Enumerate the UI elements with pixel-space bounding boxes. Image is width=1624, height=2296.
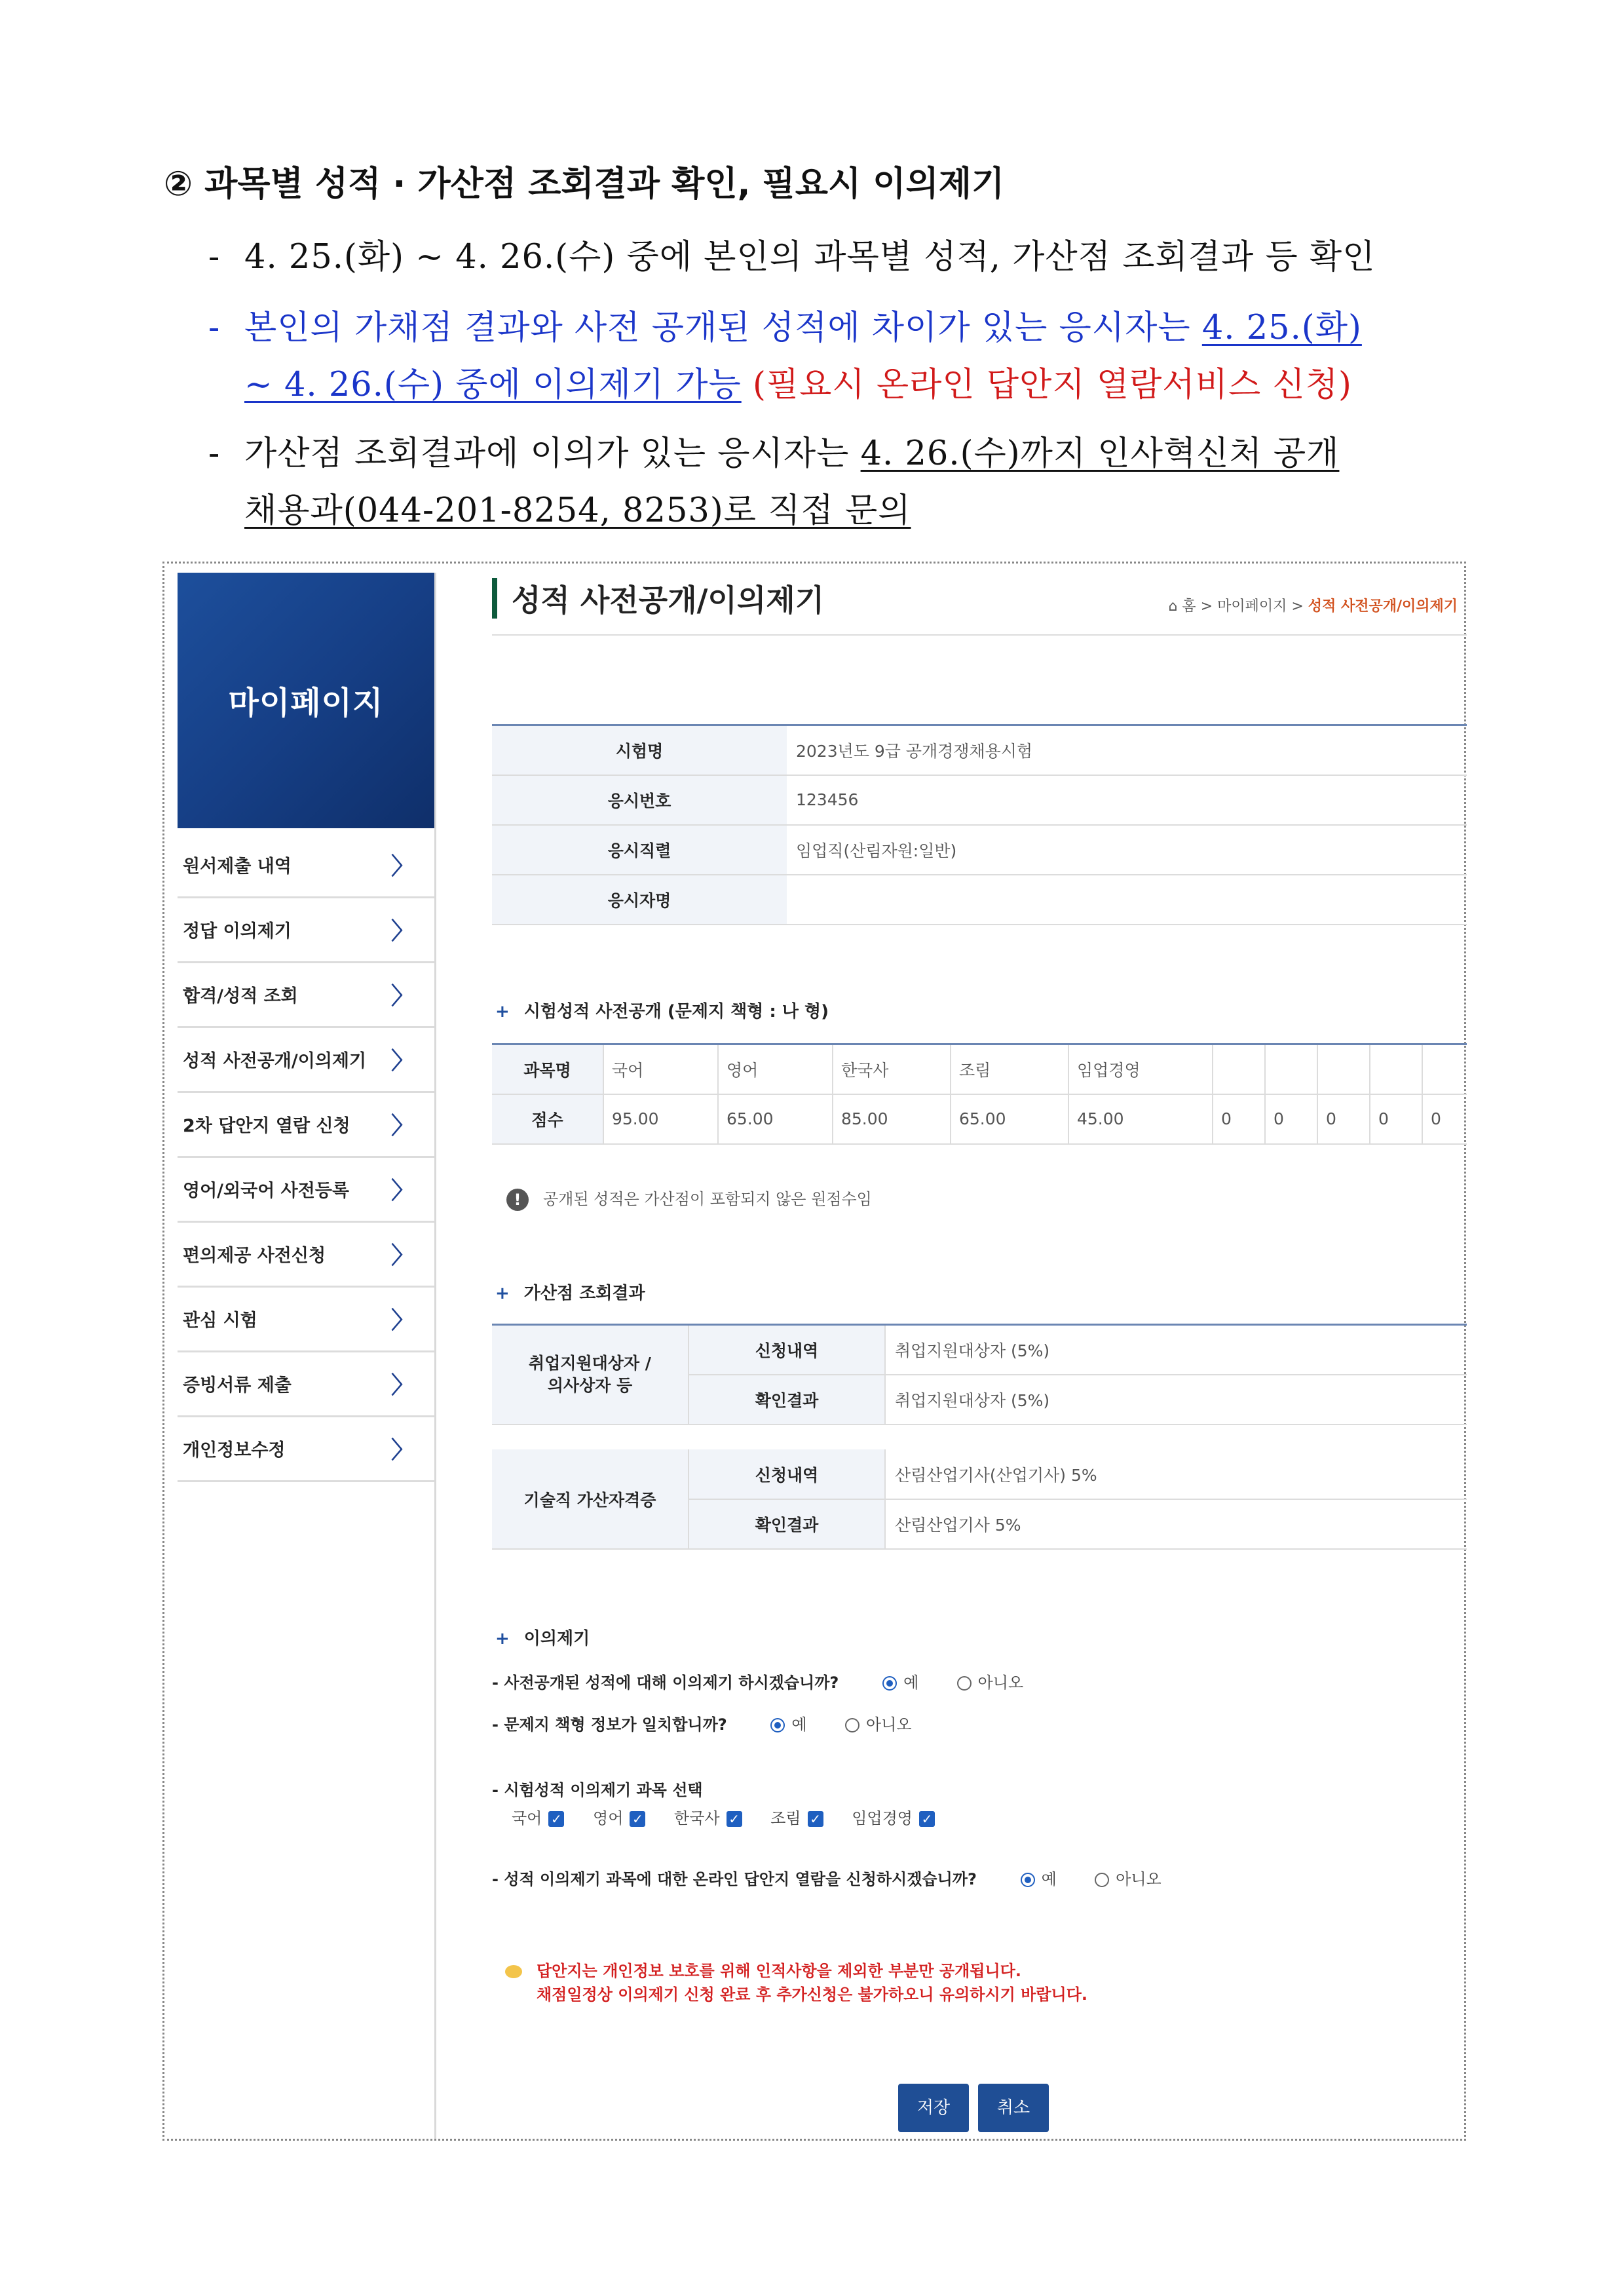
score-cell: 95.00 bbox=[603, 1094, 718, 1144]
bullet-3: - 가산점 조회결과에 이의가 있는 응시자는 4. 26.(수)까지 인사혁신처 공개 bbox=[208, 434, 1340, 473]
score-cell: 0 bbox=[1213, 1094, 1265, 1144]
warning-line-1 bbox=[505, 1959, 1087, 1983]
subject-cell: 한국사 bbox=[833, 1044, 951, 1094]
sidebar-item-label: 개인정보수정 bbox=[183, 1440, 286, 1461]
screenshot-frame bbox=[162, 562, 1466, 2141]
breadcrumb-current: 성적 사전공개/이의제기 bbox=[1308, 598, 1458, 615]
question-text: - 성적 이의제기 과목에 대한 온라인 답안지 열람을 신청하시겠습니까? bbox=[492, 1870, 977, 1888]
score-section-title bbox=[495, 998, 829, 1022]
bonus-section-title bbox=[495, 1280, 645, 1304]
mypage-banner bbox=[178, 573, 434, 828]
score-header: 점수 bbox=[492, 1094, 603, 1144]
radio-no[interactable] bbox=[957, 1676, 972, 1691]
score-cell: 65.00 bbox=[951, 1094, 1068, 1144]
table-row bbox=[492, 1094, 1467, 1144]
checkbox-label: 국어 bbox=[512, 1809, 542, 1827]
breadcrumb bbox=[1168, 595, 1458, 615]
exam-name-label: 시험명 bbox=[492, 725, 787, 775]
alert-icon: ! bbox=[506, 1189, 529, 1211]
bullet-2-note: (필요시 온라인 답안지 열람서비스 신청) bbox=[741, 366, 1352, 404]
radio-no[interactable] bbox=[845, 1718, 859, 1732]
appeal-question-4 bbox=[492, 1866, 1194, 1889]
result-label: 확인결과 bbox=[689, 1375, 885, 1425]
apply-value: 취업지원대상자 (5%) bbox=[885, 1325, 1467, 1375]
home-icon[interactable]: ⌂ bbox=[1168, 598, 1182, 615]
subject-cell bbox=[1265, 1044, 1317, 1094]
exam-series-value: 임업직(산림자원:일반) bbox=[787, 825, 1467, 875]
radio-yes-label: 예 bbox=[791, 1715, 807, 1734]
title-divider bbox=[492, 634, 1467, 636]
bonus-table-2 bbox=[492, 1449, 1467, 1550]
chevron-right-icon: 〉 bbox=[390, 1242, 415, 1269]
bonus-group-name-line2: 의사상자 등 bbox=[547, 1375, 633, 1395]
section-heading: ② 과목별 성적 · 가산점 조회결과 확인, 필요시 이의제기 bbox=[164, 164, 1005, 204]
result-label: 확인결과 bbox=[689, 1499, 885, 1549]
sidebar-menu bbox=[178, 833, 434, 1482]
chevron-right-icon: 〉 bbox=[390, 1437, 415, 1464]
applicant-name-label: 응시자명 bbox=[492, 875, 787, 925]
table-row bbox=[492, 1325, 1467, 1375]
page-title: 성적 사전공개/이의제기 bbox=[512, 583, 825, 618]
score-section-label: 시험성적 사전공개 (문제지 책형 : 나 형) bbox=[523, 1002, 829, 1022]
chevron-right-icon: 〉 bbox=[390, 1372, 415, 1399]
score-note-text: 공개된 성적은 가산점이 포함되지 않은 원점수임 bbox=[543, 1190, 872, 1208]
chevron-right-icon: 〉 bbox=[390, 853, 415, 880]
result-value: 산림산업기사 5% bbox=[885, 1499, 1467, 1549]
subject-cell: 영어 bbox=[718, 1044, 833, 1094]
sidebar-item-application-history[interactable] bbox=[178, 833, 434, 898]
apply-label: 신청내역 bbox=[689, 1325, 885, 1375]
checkbox-history[interactable]: ✓ bbox=[727, 1811, 742, 1827]
radio-yes-label: 예 bbox=[1041, 1870, 1057, 1888]
sidebar-item-label: 증빙서류 제출 bbox=[183, 1375, 292, 1396]
sidebar-item-answer-sheet-request[interactable] bbox=[178, 1093, 434, 1158]
warning-notice bbox=[505, 1959, 1087, 2006]
subject-cell: 임업경영 bbox=[1068, 1044, 1213, 1094]
bonus-section-label: 가산점 조회결과 bbox=[523, 1284, 645, 1303]
sidebar-item-answer-appeal[interactable] bbox=[178, 898, 434, 963]
score-cell: 0 bbox=[1370, 1094, 1422, 1144]
subject-checkbox-row bbox=[512, 1805, 958, 1828]
bullet-1: - 4. 25.(화) ∼ 4. 26.(수) 중에 본인의 과목별 성적, 가산점 조회결과 등 확인 bbox=[208, 238, 1376, 277]
score-cell: 0 bbox=[1265, 1094, 1317, 1144]
plus-icon: + bbox=[495, 1284, 510, 1303]
table-row bbox=[492, 1449, 1467, 1499]
checkbox-forest-management[interactable]: ✓ bbox=[919, 1811, 935, 1827]
appeal-section-label: 이의제기 bbox=[523, 1629, 590, 1649]
radio-yes-label: 예 bbox=[903, 1674, 919, 1692]
bullet-2-period: ∼ 4. 26.(수) 중에 이의제기 가능 bbox=[244, 366, 742, 404]
question-text: - 문제지 책형 정보가 일치합니까? bbox=[492, 1715, 727, 1734]
question-text: - 사전공개된 성적에 대해 이의제기 하시겠습니까? bbox=[492, 1674, 839, 1692]
sidebar-item-label: 정답 이의제기 bbox=[183, 921, 292, 942]
bonus-group-name bbox=[492, 1325, 689, 1425]
appeal-section-title bbox=[495, 1625, 590, 1649]
checkbox-label: 영어 bbox=[593, 1809, 624, 1827]
radio-no-label: 아니오 bbox=[977, 1674, 1024, 1692]
subject-cell bbox=[1317, 1044, 1370, 1094]
plus-icon: + bbox=[495, 1629, 510, 1649]
table-row bbox=[492, 775, 1467, 825]
subject-cell bbox=[1370, 1044, 1422, 1094]
mypage-title: 마이페이지 bbox=[228, 685, 384, 721]
chevron-right-icon: 〉 bbox=[390, 1113, 415, 1139]
speech-bubble-icon bbox=[505, 1965, 522, 1978]
subject-cell: 국어 bbox=[603, 1044, 718, 1094]
score-cell: 85.00 bbox=[833, 1094, 951, 1144]
warning-text-1: 답안지는 개인정보 보호를 위해 인적사항을 제외한 부분만 공개됩니다. bbox=[537, 1962, 1021, 1980]
sidebar-item-label: 영어/외국어 사전등록 bbox=[183, 1181, 349, 1201]
chevron-right-icon: 〉 bbox=[390, 1048, 415, 1075]
bonus-table-1 bbox=[492, 1324, 1467, 1425]
table-row bbox=[492, 1044, 1467, 1094]
sidebar-item-profile[interactable] bbox=[178, 1417, 434, 1482]
apply-label: 신청내역 bbox=[689, 1449, 885, 1499]
radio-yes[interactable] bbox=[1021, 1873, 1035, 1887]
sidebar-item-label: 편의제공 사전신청 bbox=[183, 1246, 326, 1266]
chevron-right-icon: 〉 bbox=[390, 983, 415, 1010]
exam-number-label: 응시번호 bbox=[492, 775, 787, 825]
chevron-right-icon: 〉 bbox=[390, 918, 415, 945]
score-cell: 0 bbox=[1422, 1094, 1467, 1144]
sidebar-item-language-registration[interactable] bbox=[178, 1158, 434, 1223]
sidebar-item-interest-exams[interactable] bbox=[178, 1288, 434, 1352]
plus-icon: + bbox=[495, 1002, 510, 1022]
save-button[interactable]: 저장 bbox=[898, 2084, 969, 2132]
bullet-2-continued bbox=[244, 357, 1352, 406]
radio-no[interactable] bbox=[1095, 1873, 1109, 1887]
sidebar-item-label: 관심 시험 bbox=[183, 1311, 257, 1331]
radio-no-label: 아니오 bbox=[1116, 1870, 1161, 1888]
radio-no-label: 아니오 bbox=[865, 1715, 912, 1734]
sidebar-item-accommodation[interactable] bbox=[178, 1223, 434, 1288]
cancel-button[interactable]: 취소 bbox=[978, 2084, 1049, 2132]
subject-cell: 조림 bbox=[951, 1044, 1068, 1094]
breadcrumb-path[interactable]: 홈 > 마이페이지 > bbox=[1182, 598, 1308, 615]
checkbox-label: 한국사 bbox=[674, 1809, 720, 1827]
score-cell: 45.00 bbox=[1068, 1094, 1213, 1144]
sidebar-item-label: 원서제출 내역 bbox=[183, 856, 292, 877]
apply-value: 산림산업기사(산업기사) 5% bbox=[885, 1449, 1467, 1499]
bullet-1-text: 4. 25.(화) ∼ 4. 26.(수) 중에 본인의 과목별 성적, 가산점 조회결과 등 확인 bbox=[244, 238, 1376, 277]
bullet-2: - 본인의 가채점 결과와 사전 공개된 성적에 차이가 있는 응시자는 4. 25.(화) bbox=[208, 309, 1362, 347]
result-value: 취업지원대상자 (5%) bbox=[885, 1375, 1467, 1425]
radio-yes[interactable] bbox=[770, 1718, 785, 1732]
subject-cell bbox=[1422, 1044, 1467, 1094]
warning-line-2: 채점일정상 이의제기 신청 완료 후 추가신청은 불가하오니 유의하시기 바랍니다. bbox=[537, 1985, 1088, 2004]
table-row bbox=[492, 725, 1467, 775]
exam-series-label: 응시직렬 bbox=[492, 825, 787, 875]
sidebar-item-label: 합격/성적 조회 bbox=[183, 986, 298, 1006]
bonus-group-name: 기술직 가산자격증 bbox=[492, 1449, 689, 1549]
bullet-3-text-a: 가산점 조회결과에 이의가 있는 응시자는 bbox=[244, 434, 861, 473]
appeal-question-2 bbox=[492, 1712, 945, 1734]
exam-name-value: 2023년도 9급 공개경쟁채용시험 bbox=[787, 725, 1467, 775]
exam-number-value: 123456 bbox=[787, 775, 1467, 825]
score-note bbox=[506, 1186, 872, 1211]
radio-yes[interactable] bbox=[882, 1676, 897, 1691]
bullet-2-text-a: 본인의 가채점 결과와 사전 공개된 성적에 차이가 있는 응시자는 bbox=[244, 309, 1202, 347]
sidebar-item-label: 2차 답안지 열람 신청 bbox=[183, 1116, 350, 1136]
bullet-2-date: 4. 25.(화) bbox=[1201, 309, 1362, 347]
applicant-name-value bbox=[787, 875, 1467, 925]
sidebar-item-result-inquiry[interactable] bbox=[178, 963, 434, 1028]
appeal-question-3: - 시험성적 이의제기 과목 선택 bbox=[492, 1781, 703, 1799]
title-accent-bar bbox=[492, 578, 497, 619]
sidebar-item-label: 성적 사전공개/이의제기 bbox=[183, 1051, 367, 1071]
chevron-right-icon: 〉 bbox=[390, 1177, 415, 1204]
exam-info-table bbox=[492, 724, 1467, 925]
checkbox-korean[interactable]: ✓ bbox=[548, 1811, 564, 1827]
subject-header: 과목명 bbox=[492, 1044, 603, 1094]
checkbox-label: 임업경영 bbox=[852, 1809, 913, 1827]
sidebar-item-documents[interactable] bbox=[178, 1352, 434, 1417]
checkbox-label: 조림 bbox=[770, 1809, 801, 1827]
checkbox-silviculture[interactable]: ✓ bbox=[808, 1811, 823, 1827]
sidebar bbox=[178, 573, 436, 2139]
bonus-group-name-line1: 취업지원대상자 / bbox=[529, 1353, 651, 1373]
bullet-3-contact: 채용과(044-201-8254, 8253)로 직접 문의 bbox=[244, 491, 911, 530]
bullet-3-deadline: 4. 26.(수)까지 인사혁신처 공개 bbox=[860, 434, 1340, 473]
checkbox-english[interactable]: ✓ bbox=[630, 1811, 645, 1827]
table-row bbox=[492, 875, 1467, 925]
sidebar-item-score-preview[interactable] bbox=[178, 1028, 434, 1093]
score-cell: 65.00 bbox=[718, 1094, 833, 1144]
appeal-question-1 bbox=[492, 1670, 1056, 1693]
score-table bbox=[492, 1043, 1467, 1145]
table-row bbox=[492, 825, 1467, 875]
score-cell: 0 bbox=[1317, 1094, 1370, 1144]
subject-cell bbox=[1213, 1044, 1265, 1094]
chevron-right-icon: 〉 bbox=[390, 1307, 415, 1334]
